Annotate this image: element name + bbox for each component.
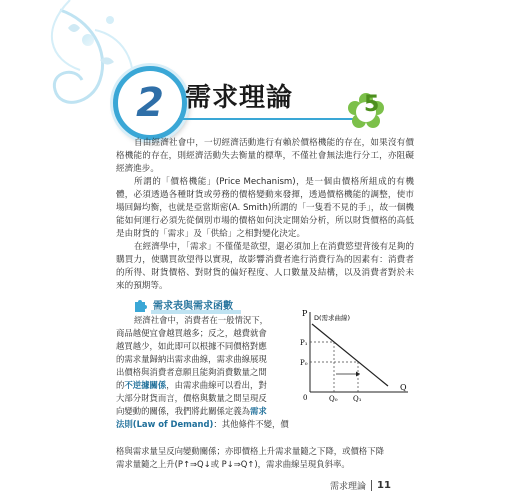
tick-p1: P₁ <box>300 339 308 347</box>
badge-number: 5 <box>364 92 380 117</box>
tick-q0: Q₀ <box>329 395 338 402</box>
x-axis-label: Q <box>400 383 407 392</box>
footer-divider <box>371 480 372 491</box>
tick-q1: Q₁ <box>353 395 362 402</box>
footer-section-name: 需求理論 <box>330 482 367 492</box>
body-text-column <box>116 314 292 431</box>
body-line-full: 需求量隨之上升(P↑⇒Q↓或 P↓⇒Q↑)，需求曲線呈現負斜率。 <box>116 459 350 469</box>
chapter-number: 2 <box>136 80 164 126</box>
section-title: 需求表與需求函數 <box>153 301 233 312</box>
y-axis-label: P <box>302 309 308 318</box>
demand-curve <box>312 324 388 386</box>
origin-label: 0 <box>303 394 308 402</box>
puzzle-icon <box>133 298 149 312</box>
highlight-term: 需求 <box>250 406 267 416</box>
chapter-title: 需求理論 <box>185 83 294 113</box>
body-line: 出價格與消費者意願且能夠消費數量之間 <box>116 367 267 377</box>
chapter-number-badge <box>113 66 187 140</box>
highlight-term: 不逆據關係 <box>124 380 167 390</box>
body-line: 越買越少，如此即可以根據不同價格對應 <box>116 341 267 351</box>
intro-paragraph-2: 所謂的「價格機能」(Price Mechanism)，是一個由價格所組成的有機體，必須透過各種財貨或勞務的價格變動來發揮，透過價格機能的調整，使市場回歸均衡，也就是亞當斯密(A. Smith)所謂的「一隻看不見的手」，故一個機能如何運行必須先從個別市場的價格如何決定開始分析，所以財貨價格的高低是由財貨的「需求」及「供給」之相對變化決定。 <box>116 177 414 239</box>
intro-paragraph-3: 在經濟學中，「需求」不僅僅是欲望，還必須加上在消費慾望背後有足夠的購買力，使購買欲望得以實現，故影響消費者進行消費行為的因素有：消費者的所得、財貨價格、對財貨的偏好程度、人口數量及結構，以及消費者對於未來的預期等。 <box>116 242 414 291</box>
body-line-full: 格與需求量呈反向變動關係；亦即價格上升需求量隨之下降，或價格下降 <box>116 446 384 456</box>
body-line: 的需求量歸納出需求曲線，需求曲線展現 <box>116 354 267 364</box>
body-line: 大部分財貨而言，價格與數量之間呈現反 <box>116 393 267 403</box>
demand-curve-diagram <box>296 306 416 402</box>
page-footer <box>330 479 391 492</box>
body-line: 的不逆據關係，由需求曲線可以看出，對 <box>116 380 267 390</box>
section-heading <box>133 297 233 312</box>
curve-label: D(需求曲線) <box>314 314 351 322</box>
body-line: 商品越便宜會越買越多；反之，越費就會 <box>116 328 267 338</box>
tick-p0: P₀ <box>300 359 308 367</box>
body-line: 經濟社會中，消費者在一般情況下， <box>134 315 268 325</box>
body-line: 向變動的關係，我們將此關係定義為需求 <box>116 406 267 416</box>
highlight-term: 法則(Law of Demand) <box>116 419 214 429</box>
intro-paragraph-1: 自由經濟社會中，一切經濟活動進行有賴於價格機能的存在，如果沒有價格機能的存在，則經濟活動失去衡量的標準，不僅社會無法進行分工，亦阻礙經濟進步。 <box>116 138 414 174</box>
body-line: 法則(Law of Demand)：其他條件不變，價 <box>116 419 289 429</box>
page-number: 11 <box>377 480 391 491</box>
